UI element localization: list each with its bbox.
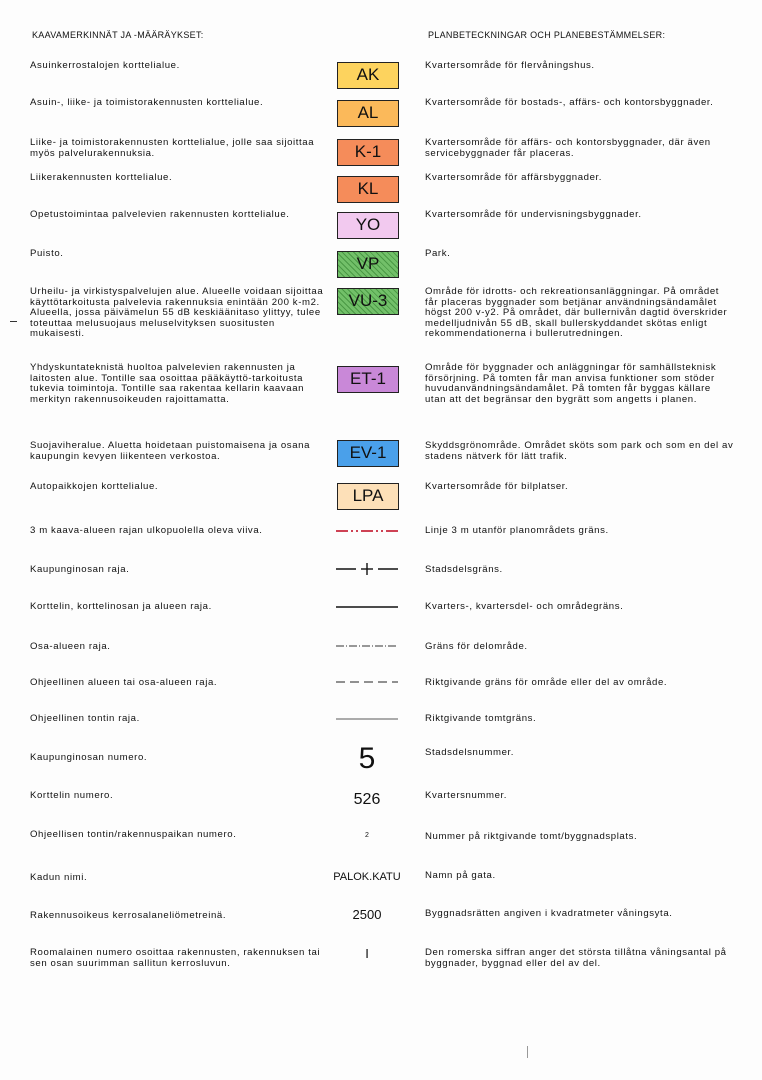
sample-floor-count: I	[365, 946, 369, 961]
zone-symbol-et1: ET-1	[337, 366, 399, 393]
legend-fi-district-border: Kaupunginosan raja.	[30, 564, 130, 575]
legend-fi-line-3m: 3 m kaava-alueen rajan ulkopuolella oleva viiva.	[30, 525, 263, 536]
legend-fi-yo: Opetustoimintaa palvelevien rakennusten korttelialue.	[30, 209, 290, 220]
legend-fi-guiding-area-border: Ohjeellinen alueen tai osa-alueen raja.	[30, 677, 218, 688]
zone-symbol-vu3: VU-3	[337, 288, 399, 315]
margin-tick	[10, 321, 17, 322]
legend-sv-al: Kvartersområde för bostads-, affärs- och kontorsbyggnader.	[425, 97, 714, 108]
legend-sv-plot-number: Nummer på riktgivande tomt/byggnadsplats.	[425, 831, 638, 842]
sample-plot-number: 2	[365, 832, 369, 839]
zone-symbol-k1: K-1	[337, 139, 399, 166]
legend-sv-kl: Kvartersområde för affärsbyggnader.	[425, 172, 603, 183]
sample-street-name: PALOK.KATU	[333, 871, 401, 883]
line-symbol-guiding-plot-border	[336, 709, 398, 729]
sample-district-number: 5	[358, 742, 376, 775]
zone-symbol-yo: YO	[337, 212, 399, 239]
legend-sv-vp: Park.	[425, 248, 451, 259]
zone-symbol-ak: AK	[337, 62, 399, 89]
legend-fi-ak: Asuinkerrostalojen korttelialue.	[30, 60, 180, 71]
legend-sv-guiding-plot-border: Riktgivande tomtgräns.	[425, 713, 537, 724]
legend-sv-building-right: Byggnadsrätten angiven i kvadratmeter våningsyta.	[425, 908, 673, 919]
legend-fi-lpa: Autopaikkojen korttelialue.	[30, 481, 159, 492]
legend-fi-subarea-border: Osa-alueen raja.	[30, 641, 111, 652]
legend-fi-et1: Yhdyskuntateknistä huoltoa palvelevien rakennusten ja laitosten alue. Tontille saa osoittaa pääkäyttö-tarkoitusta tukevia toimintoja. Tontille saa rakentaa kellarin kaavaan merkityn rakennusoikeuden rajoittamatta.	[30, 362, 305, 405]
legend-fi-floor-count: Roomalainen numero osoittaa rakennusten, rakennuksen tai sen osan suurimman sallitun kerrosluvun.	[30, 947, 321, 969]
zone-symbol-vp: VP	[337, 251, 399, 278]
legend-sv-et1: Område för byggnader och anläggningar för samhällsteknisk försörjning. På tomten får man anvisa funktioner som stöder huvudanvändningsändamålet. På tomten får byggas källare utan att det begränsar den bygrätt som angetts i planen.	[425, 362, 717, 405]
legend-sv-district-border: Stadsdelsgräns.	[425, 564, 503, 575]
line-symbol-3m	[336, 521, 398, 541]
legend-fi-plot-number: Ohjeellisen tontin/rakennuspaikan numero.	[30, 829, 237, 840]
legend-sv-yo: Kvartersområde för undervisningsbyggnader.	[425, 209, 642, 220]
zone-symbol-ev1: EV-1	[337, 440, 399, 467]
line-symbol-district-border	[336, 559, 398, 579]
legend-fi-guiding-plot-border: Ohjeellinen tontin raja.	[30, 713, 140, 724]
legend-fi-block-number: Korttelin numero.	[30, 790, 114, 801]
legend-sv-guiding-area-border: Riktgivande gräns för område eller del av område.	[425, 677, 668, 688]
legend-fi-block-border: Korttelin, korttelinosan ja alueen raja.	[30, 601, 212, 612]
legend-fi-ev1: Suojaviheralue. Aluetta hoidetaan puistomaisena ja osana kaupungin kevyen liikenteen verkostoa.	[30, 440, 311, 462]
legend-sv-block-border: Kvarters-, kvartersdel- och områdegräns.	[425, 601, 624, 612]
legend-fi-vp: Puisto.	[30, 248, 64, 259]
legend-sv-floor-count: Den romerska siffran anger det största tillåtna våningsantal på byggnader, byggnad eller del av del.	[425, 947, 727, 969]
legend-sv-block-number: Kvartersnummer.	[425, 790, 508, 801]
legend-sv-ak: Kvartersområde för flervåningshus.	[425, 60, 595, 71]
legend-sv-line-3m: Linje 3 m utanför planområdets gräns.	[425, 525, 609, 536]
legend-fi-al: Asuin-, liike- ja toimistorakennusten korttelialue.	[30, 97, 264, 108]
legend-sv-ev1: Skyddsgrönområde. Området sköts som park och som en del av stadens nätverk för lätt trafik.	[425, 440, 734, 462]
zone-symbol-lpa: LPA	[337, 483, 399, 510]
legend-fi-district-number: Kaupunginosan numero.	[30, 752, 148, 763]
legend-sv-subarea-border: Gräns för delområde.	[425, 641, 528, 652]
legend-fi-street-name: Kadun nimi.	[30, 872, 88, 883]
header-sv: PLANBETECKNINGAR OCH PLANEBESTÄMMELSER:	[428, 30, 666, 40]
sample-building-right: 2500	[352, 907, 382, 922]
sample-block-number: 526	[353, 791, 381, 808]
zone-symbol-al: AL	[337, 100, 399, 127]
line-symbol-guiding-area-border	[336, 672, 398, 692]
legend-sv-vu3: Område för idrotts- och rekreationsanläggningar. På området får placeras byggnader som betjänar användningsändamålet högst 200 v-y2. På området, där bullernivån dagtid överskrider medelljudnivån 55 dB, skall bullerskyddandet skötas enligt rekommendationerna i bullerutredningen.	[425, 286, 728, 340]
line-symbol-subarea-border	[336, 636, 398, 656]
header-fi: KAAVAMERKINNÄT JA -MÄÄRÄYKSET:	[32, 30, 204, 40]
legend-sv-lpa: Kvartersområde för bilplatser.	[425, 481, 569, 492]
line-symbol-block-border	[336, 597, 398, 617]
zone-symbol-kl: KL	[337, 176, 399, 203]
scan-mark	[527, 1046, 528, 1058]
legend-fi-k1: Liike- ja toimistorakennusten korttelialue, jolle saa sijoittaa myös palvelurakennuksia.	[30, 137, 315, 159]
legend-sv-k1: Kvartersområde för affärs- och kontorsbyggnader, där även servicebyggnader får placeras.	[425, 137, 711, 159]
legend-fi-vu3: Urheilu- ja virkistyspalvelujen alue. Alueelle voidaan sijoittaa käyttötarkoitusta palvelevia rakennuksia enintään 200 k-m2. Alueella, jossa päivämelun 55 dB keskiäänitaso ylittyy, tulee toteuttaa melusuojaus meluselvityksen suositusten mukaisesti.	[30, 286, 324, 340]
legend-fi-building-right: Rakennusoikeus kerrosalaneliömetreinä.	[30, 910, 227, 921]
legend-fi-kl: Liikerakennusten korttelialue.	[30, 172, 173, 183]
legend-sv-district-number: Stadsdelsnummer.	[425, 747, 515, 758]
legend-sv-street-name: Namn på gata.	[425, 870, 496, 881]
